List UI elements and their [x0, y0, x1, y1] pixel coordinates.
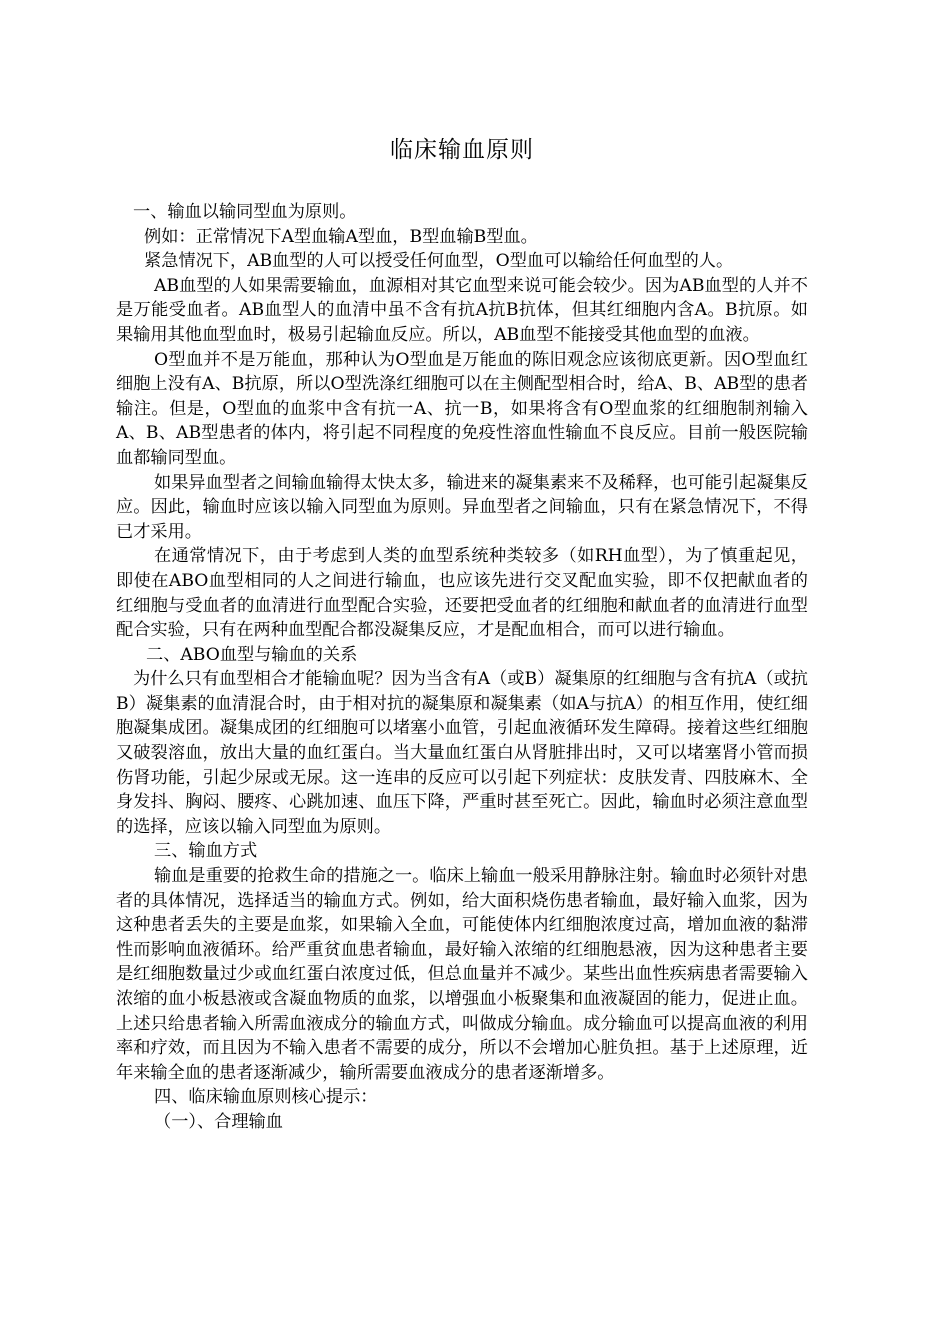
paragraph-normal-case: 在通常情况下，由于考虑到人类的血型系统种类较多（如RH血型），为了慎重起见，即使在ABO血型相同的人之间进行输血，也应该先进行交叉配血实验，即不仅把献血者的红细胞与受血者的血清进行血型配合实验，还要把受血者的红细胞和献血者的血清进行血型配合实验，只有在两种血型配合都没凝集反应，才是配血相合，而可以进行输血。	[116, 546, 808, 641]
paragraph-fast-transfusion: 如果异血型者之间输血输得太快太多，输进来的凝集素来不及稀释，也可能引起凝集反应。因此，输血时应该以输入同型血为原则。异血型者之间输血，只有在紧急情况下，不得已才采用。	[116, 472, 808, 542]
paragraph-ab-type: AB血型的人如果需要输血，血源相对其它血型来说可能会较少。因为AB血型的人并不是万能受血者。AB血型人的血清中虽不含有抗A抗B抗体，但其红细胞内含A。B抗原。如果输用其他血型血时，极易引起输血反应。所以，AB血型不能接受其他血型的血液。	[116, 275, 808, 345]
section-1-emergency: 紧急情况下，AB血型的人可以授受任何血型，O型血可以输给任何血型的人。	[144, 251, 734, 272]
section-4-heading: 四、临床输血原则核心提示：	[154, 1087, 378, 1108]
section-2-heading: 二、ABO血型与输血的关系	[146, 644, 358, 665]
document-title: 临床输血原则	[390, 137, 534, 163]
paragraph-why-match: 为什么只有血型相合才能输血呢？因为当含有A（或B）凝集原的红细胞与含有抗A（或抗B）凝集素的血清混合时，由于相对抗的凝集原和凝集素（如A与抗A）的相互作用，使红细胞凝集成团。凝集成团的红细胞可以堵塞小血管，引起血液循环发生障碍。接着这些红细胞又破裂溶血，放出大量的血红蛋白。当大量血红蛋白从肾脏排出时，又可以堵塞肾小管而损伤肾功能，引起少尿或无尿。这一连串的反应可以引起下列症状：皮肤发青、四肢麻木、全身发抖、胸闷、腰疼、心跳加速、血压下降，严重时甚至死亡。因此，输血时必须注意血型的选择，应该以输入同型血为原则。	[116, 669, 808, 837]
document-body	[116, 200, 808, 1135]
subsection-1-heading: （一）、合理输血	[154, 1111, 283, 1132]
section-3-heading: 三、输血方式	[154, 841, 258, 862]
section-1-example: 例如：正常情况下A型血输A型血，B型血输B型血。	[144, 226, 538, 247]
paragraph-o-type: O型血并不是万能血，那种认为O型血是万能血的陈旧观念应该彻底更新。因O型血红细胞上没有A、B抗原，所以O型洗涤红细胞可以在主侧配型相合时，给A、B、AB型的患者输注。但是，O型血的血浆中含有抗一A、抗一B，如果将含有O型血浆的红细胞制剂输入A、B、AB型患者的体内，将引起不同程度的免疫性溶血性输血不良反应。目前一般医院输血都输同型血。	[116, 349, 808, 468]
section-1-heading: 一、输血以输同型血为原则。	[133, 202, 357, 222]
paragraph-transfusion-method: 输血是重要的抢救生命的措施之一。临床上输血一般采用静脉注射。输血时必须针对患者的具体情况，选择适当的输血方式。例如，给大面积烧伤患者输血，最好输入血浆，因为这种患者丢失的主要是血浆，如果输入全血，可能使体内红细胞浓度过高，增加血液的黏滞性而影响血液循环。给严重贫血患者输血，最好输入浓缩的红细胞悬液，因为这种患者主要是红细胞数量过少或血红蛋白浓度过低，但总血量并不减少。某些出血性疾病患者需要输入浓缩的血小板悬液或含凝血物质的血浆，以增强血小板聚集和血液凝固的能力，促进止血。上述只给患者输入所需血液成分的输血方式，叫做成分输血。成分输血可以提高血液的利用率和疗效，而且因为不输入患者不需要的成分，所以不会增加心脏负担。基于上述原理，近年来输全血的患者逐渐减少，输所需要血液成分的患者逐渐增多。	[116, 866, 808, 1083]
